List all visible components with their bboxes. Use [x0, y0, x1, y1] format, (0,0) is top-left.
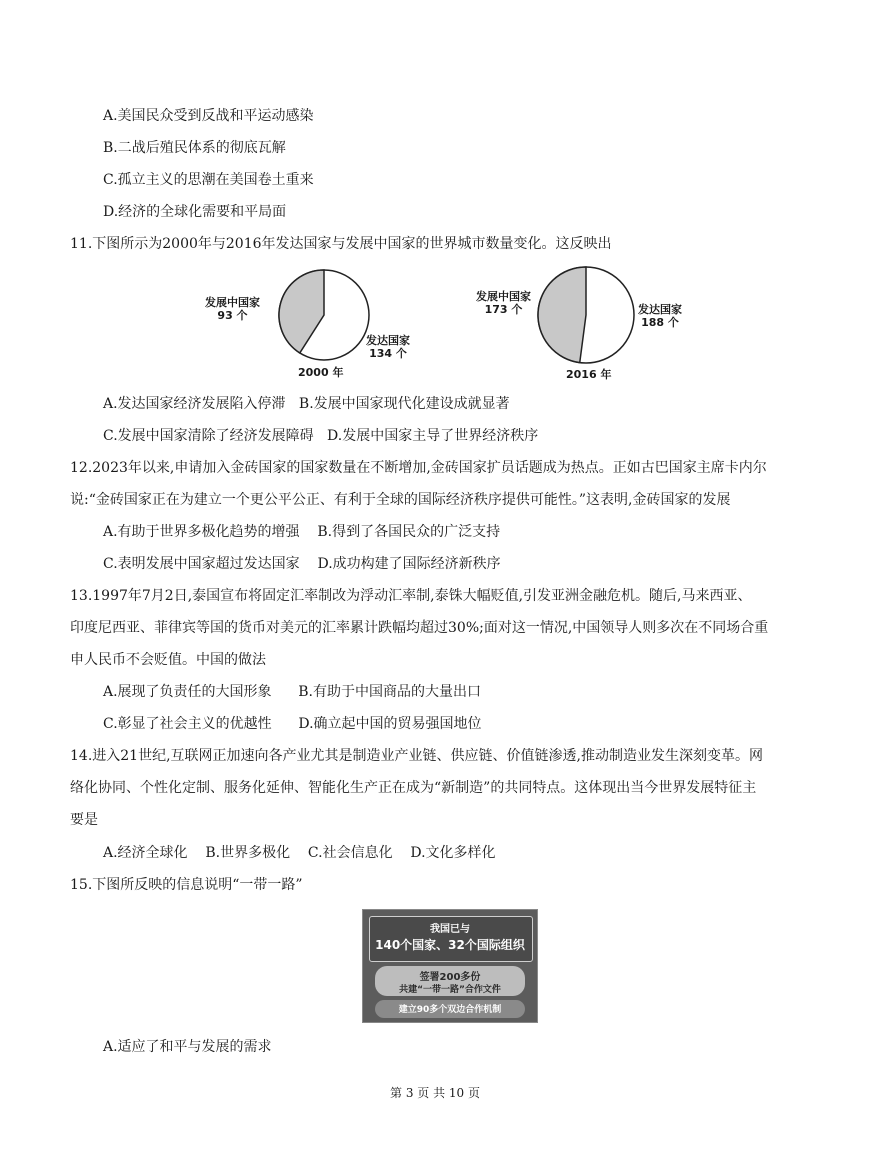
pie-chart-2016: [536, 264, 636, 366]
pie-2016-developing-name: 发展中国家: [476, 290, 531, 303]
q13-options-ab: A.展现了负责任的大国形象 B.有助于中国商品的大量出口: [103, 684, 481, 700]
q13-stem-line3: 申人民币不会贬值。中国的做法: [70, 652, 266, 668]
infographic-line3: 签署200多份: [419, 972, 481, 983]
q13-stem-line1: 13.1997年7月2日,泰国宣布将固定汇率制改为浮动汇率制,泰铢大幅贬值,引发亚洲金融危机。随后,马来西亚、: [70, 588, 752, 604]
pie-2016-developing-value: 173 个: [484, 303, 523, 316]
pie-2000-developed-value: 134 个: [369, 347, 407, 360]
pie-2000-developing-label: [205, 296, 260, 322]
pie-2000-developed-label: [366, 334, 410, 360]
q14-options: A.经济全球化 B.世界多极化 C.社会信息化 D.文化多样化: [103, 845, 496, 861]
q10-option-a: A.美国民众受到反战和平运动感染: [103, 108, 314, 124]
belt-and-road-infographic: [362, 909, 538, 1023]
q11-options-ab: A.发达国家经济发展陷入停滞 B.发展中国家现代化建设成就显著: [103, 396, 510, 412]
q14-stem-line2: 络化协同、个性化定制、服务化延伸、智能化生产正在成为“新制造”的共同特点。这体现出当今世界发展特征主: [70, 780, 757, 796]
pie-2016-developed-label: [638, 303, 682, 329]
infographic-line1: 我国已与: [430, 924, 470, 935]
q15-stem: 15.下图所反映的信息说明“一带一路”: [70, 877, 303, 893]
q13-stem-line2: 印度尼西亚、菲律宾等国的货币对美元的汇率累计跌幅均超过30%;面对这一情况,中国领导人则多次在不同场合重: [70, 620, 769, 636]
q12-options-ab: A.有助于世界多极化趋势的增强 B.得到了各国民众的广泛支持: [103, 524, 501, 540]
pie-2016-developing-label: [476, 290, 531, 316]
pie-2000-developed-name: 发达国家: [366, 334, 410, 347]
infographic-line4: 共建“一带一路”合作文件: [399, 985, 501, 995]
pie-chart-2000: [272, 268, 376, 362]
pie-2000-developing-value: 93 个: [217, 309, 248, 322]
q12-stem-line1: 12.2023年以来,申请加入金砖国家的国家数量在不断增加,金砖国家扩员话题成为热点。正如古巴国家主席卡内尔: [70, 460, 767, 476]
q12-stem-line2: 说:“金砖国家正在为建立一个更公平公正、有利于全球的国际经济秩序提供可能性。”这表明,金砖国家的发展: [70, 492, 731, 508]
pie-2000-developing-name: 发展中国家: [205, 296, 260, 309]
q14-stem-line1: 14.进入21世纪,互联网正加速向各产业尤其是制造业产业链、供应链、价值链渗透,推动制造业发生深刻变革。网: [70, 748, 763, 764]
page-number-footer: 第 3 页 共 10 页: [390, 1086, 480, 1100]
q10-option-d: D.经济的全球化需要和平局面: [103, 204, 287, 220]
pie-slice-developing: [538, 267, 586, 363]
infographic-line2: 140个国家、32个国际组织: [375, 938, 525, 952]
q13-options-cd: C.彰显了社会主义的优越性 D.确立起中国的贸易强国地位: [103, 716, 482, 732]
infographic-line5: 建立90多个双边合作机制: [398, 1005, 502, 1015]
q12-options-cd: C.表明发展中国家超过发达国家 D.成功构建了国际经济新秩序: [103, 556, 501, 572]
q11-stem: 11.下图所示为2000年与2016年发达国家与发展中国家的世界城市数量变化。这反映出: [70, 236, 612, 252]
pie-2016-title: 2016 年: [566, 368, 612, 381]
q11-options-cd: C.发展中国家清除了经济发展障碍 D.发展中国家主导了世界经济秩序: [103, 428, 539, 444]
pie-2016-developed-name: 发达国家: [638, 303, 682, 316]
q15-option-a: A.适应了和平与发展的需求: [103, 1039, 272, 1055]
pie-2000-title: 2000 年: [298, 366, 344, 379]
pie-2016-developed-value: 188 个: [641, 316, 679, 329]
q10-option-c: C.孤立主义的思潮在美国卷土重来: [103, 172, 314, 188]
q14-stem-line3: 要是: [70, 812, 98, 828]
q10-option-b: B.二战后殖民体系的彻底瓦解: [103, 140, 286, 156]
